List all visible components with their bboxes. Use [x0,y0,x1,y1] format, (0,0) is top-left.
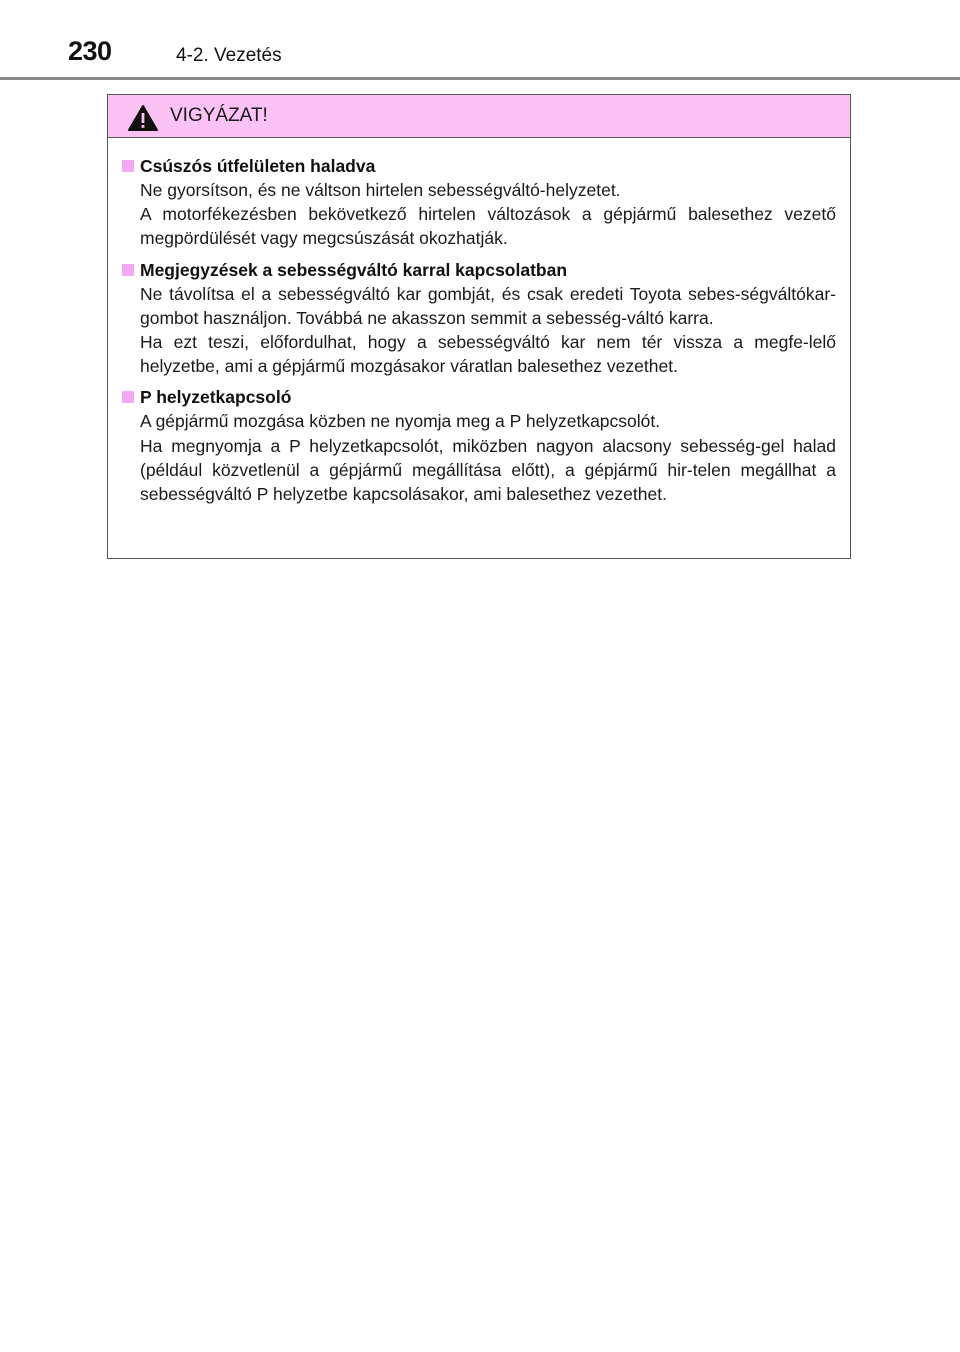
item-paragraph: Ne távolítsa el a sebességváltó kar gombját, és csak eredeti Toyota sebes-ségváltókar-gombot használjon. Továbbá ne akasszon semmit a sebesség-váltó karra. [140,283,836,328]
item-heading-text: Megjegyzések a sebességváltó karral kapcsolatban [140,259,568,280]
item-paragraph: Ne gyorsítson, és ne váltson hirtelen sebességváltó-helyzetet. [140,180,621,200]
item-paragraph: A gépjármű mozgása közben ne nyomja meg a P helyzetkapcsolót. [140,411,661,432]
caution-item-shift-lever [122,258,836,379]
page-number: 230 [68,36,112,66]
item-heading-text: Csúszós útfelületen haladva [140,156,376,176]
item-paragraph: Ha ezt teszi, előfordulhat, hogy a sebességváltó kar nem tér vissza a megfe-lelő helyzetbe, ami a gépjármű mozgásakor váratlan balesethez vezethet. [140,332,836,377]
page-header [0,0,960,80]
square-bullet-icon [122,160,134,172]
item-paragraph: Ha megnyomja a P helyzetkapcsolót, miközben nagyon alacsony sebesség-gel halad (például közvetlenül a gépjármű megállítása előtt), a gépjármű hir-telen megállhat a sebességváltó P helyzetbe kapcsolásakor, ami balesethez vezethet. [140,435,836,505]
item-heading [122,154,836,178]
item-heading [122,258,836,282]
caution-header [108,95,850,138]
caution-title: VIGYÁZAT! [170,105,268,126]
section-title: 4-2. Vezetés [176,45,282,66]
item-heading-text: P helyzetkapcsoló [140,387,292,408]
caution-item-p-switch [122,385,836,506]
item-paragraph: A motorfékezésben bekövetkező hirtelen változások a gépjármű balesethez vezető megpördülését vagy megcsúszását okozhatják. [140,204,836,249]
square-bullet-icon [122,391,134,403]
square-bullet-icon [122,264,134,276]
caution-body [108,138,850,506]
item-heading [122,385,836,409]
header-divider [0,77,960,80]
caution-item-slippery-road [122,154,836,251]
warning-triangle-icon [127,104,159,132]
caution-box [107,94,851,559]
